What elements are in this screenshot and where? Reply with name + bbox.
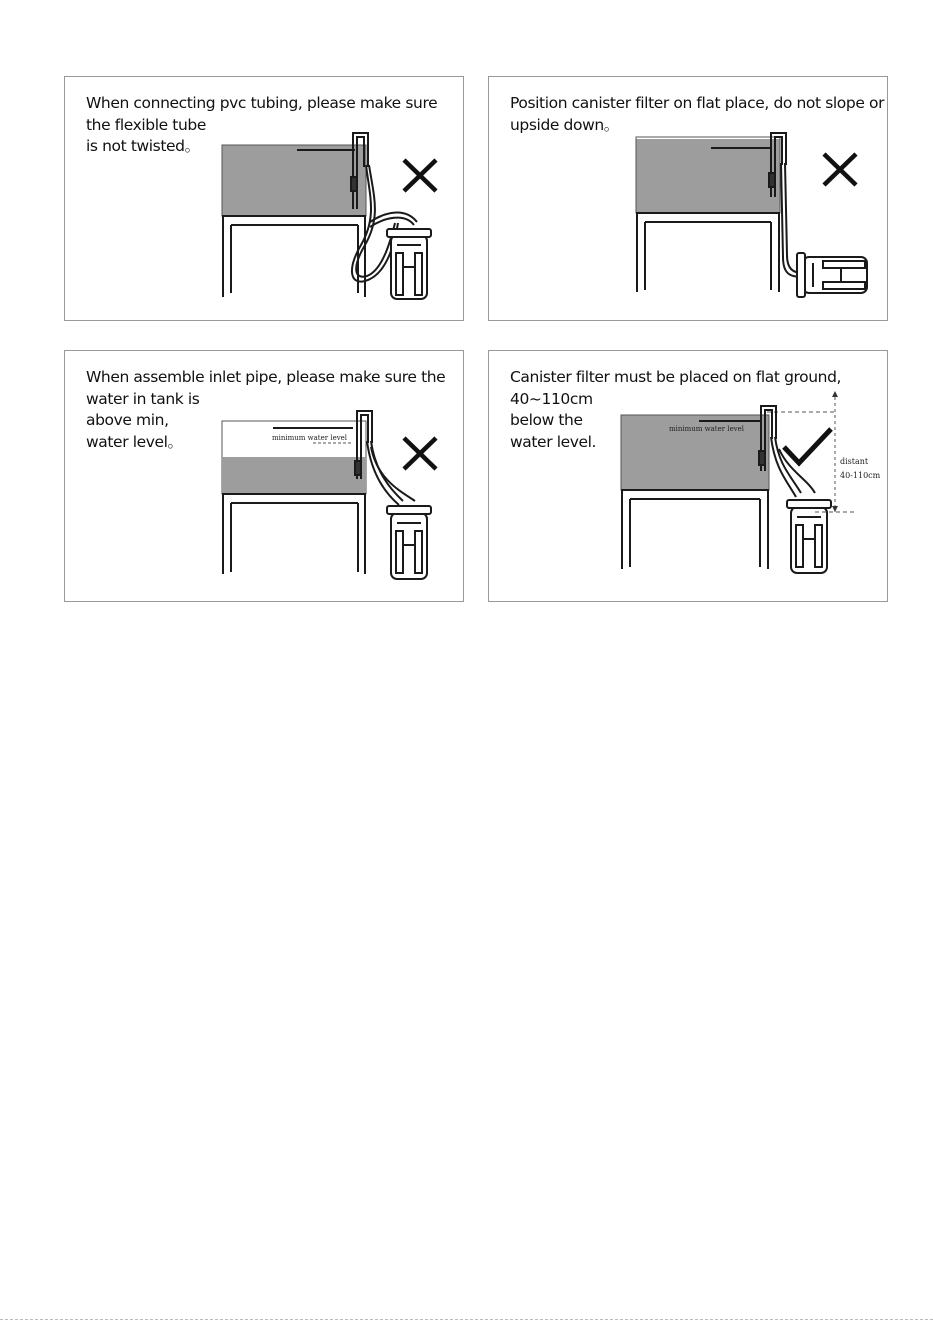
stand	[622, 490, 768, 569]
tube	[771, 437, 815, 497]
check-icon	[784, 429, 831, 463]
tank-water	[636, 139, 780, 213]
minimum-level-label: minimum water level	[669, 425, 745, 433]
minimum-level-label: minimum water level	[272, 434, 348, 442]
page-bottom-edge	[0, 1319, 933, 1320]
correct-placement-illustration	[489, 351, 889, 603]
aquarium-tank	[222, 145, 366, 216]
cross-icon	[404, 438, 436, 469]
instruction-text: When assemble inlet pipe, please make sure the water in tank is above min, water level。	[86, 368, 446, 451]
tank-water	[222, 145, 366, 216]
canister-filter	[787, 500, 831, 573]
stand	[223, 494, 365, 574]
canister-filter	[387, 229, 431, 299]
canister-filter	[387, 506, 431, 579]
tank-water	[222, 457, 366, 494]
low-water-illustration	[65, 351, 465, 603]
instruction-panel-correct-placement	[488, 350, 888, 602]
cross-icon	[824, 154, 856, 185]
stand	[637, 213, 779, 292]
distance-value: 40-110cm	[840, 471, 881, 480]
instruction-text: When connecting pvc tubing, please make sure the flexible tube is not twisted。	[86, 94, 438, 155]
instruction-panel-filter-position	[488, 76, 888, 321]
tipped-filter-illustration	[489, 77, 889, 322]
canister-filter-sideways	[797, 253, 867, 297]
distance-marker	[815, 391, 881, 512]
minimum-level-marker	[272, 428, 353, 443]
aquarium-tank	[222, 421, 366, 494]
instruction-panel-water-level	[64, 350, 464, 602]
stand	[223, 216, 365, 297]
instruction-panel-twisted-tube	[64, 76, 464, 321]
cross-icon	[404, 160, 436, 191]
distance-label: distant	[840, 457, 869, 466]
instruction-text: Canister filter must be placed on flat ground, 40~110cm below the water level.	[510, 368, 842, 451]
instruction-text: Position canister filter on flat place, do not slope or upside down。	[510, 94, 885, 134]
tube	[367, 441, 415, 505]
twisted-tube-illustration	[65, 77, 465, 322]
